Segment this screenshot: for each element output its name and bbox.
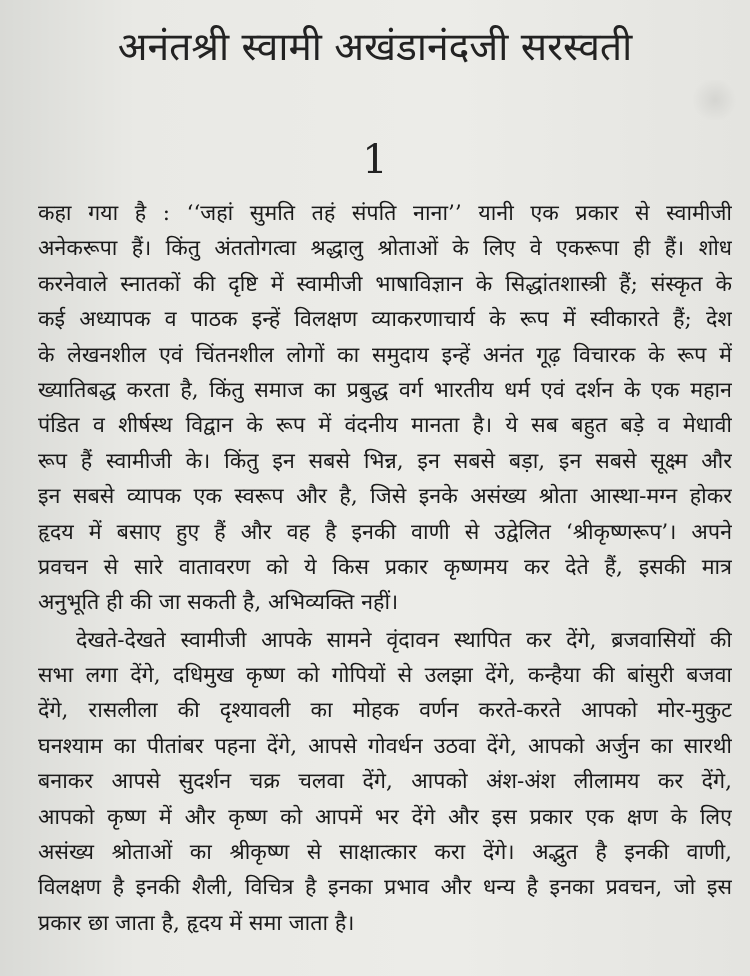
text-line: पंडित व शीर्षस्थ विद्वान के रूप में वंदनीय मानता है। ये सब बहुत बड़े व मेधावी — [38, 413, 732, 439]
text-line: अनुभूति ही की जा सकती है, अभिव्यक्ति नहीं। — [38, 590, 399, 616]
text-line: घनश्याम का पीतांबर पहना देंगे, आपसे गोवर्धन उठवा देंगे, आपको अर्जुन का सारथी — [38, 733, 732, 759]
text-line: प्रवचन से सारे वातावरण को ये किस प्रकार कृष्णमय कर देते हैं, इसकी मात्र — [38, 554, 732, 580]
text-line: बनाकर आपसे सुदर्शन चक्र चलवा देंगे, आपको अंश-अंश लीलामय कर देंगे, — [38, 769, 732, 795]
text-line: के लेखनशील एवं चिंतनशील लोगों का समुदाय इन्हें अनंत गूढ़ विचारक के रूप में — [38, 342, 732, 368]
text-line: ख्यातिबद्ध करता है, किंतु समाज का प्रबुद्ध वर्ग भारतीय धर्म एवं दर्शन के एक महान — [38, 377, 732, 403]
text-line: सभा लगा देंगे, दधिमुख कृष्ण को गोपियों से उलझा देंगे, कन्हैया की बांसुरी बजवा — [38, 663, 732, 689]
text-line: असंख्य श्रोताओं का श्रीकृष्ण से साक्षात्कार करा देंगे। अद्भुत है इनकी वाणी, — [38, 840, 732, 866]
text-line: रूप हैं स्वामीजी के। किंतु इन सबसे भिन्न, इन सबसे बड़ा, इन सबसे सूक्ष्म और — [38, 448, 732, 474]
body-text — [38, 196, 732, 941]
text-line: अनेकरूपा हैं। किंतु अंततोगत्वा श्रद्धालु श्रोताओं के लिए वे एकरूपा ही हैं। शोध — [38, 236, 732, 262]
page-bleed-shadow — [690, 80, 740, 120]
page-title: अनंतश्री स्वामी अखंडानंदजी सरस्वती — [117, 25, 633, 70]
text-line: कहा गया है : ‘‘जहां सुमति तहं संपति नाना’’ यानी एक प्रकार से स्वामीजी — [38, 201, 732, 226]
text-line: देखते-देखते स्वामीजी आपके सामने वृंदावन स्थापित कर देंगे, ब्रजवासियों की — [76, 627, 732, 653]
text-line: इन सबसे व्यापक एक स्वरूप और है, जिसे इनके असंख्य श्रोता आस्था-मग्न होकर — [38, 484, 732, 510]
text-line: करनेवाले स्नातकों की दृष्टि में स्वामीजी भाषाविज्ञान के सिद्धांतशास्त्री हैं; संस्कृत के — [38, 271, 732, 297]
text-line: प्रकार छा जाता है, हृदय में समा जाता है। — [38, 910, 355, 936]
text-line: कई अध्यापक व पाठक इन्हें विलक्षण व्याकरणाचार्य के रूप में स्वीकारते हैं; देश — [38, 307, 732, 333]
text-line: देंगे, रासलीला की दृश्यावली का मोहक वर्णन करते-करते आपको मोर-मुकुट — [38, 698, 732, 724]
text-line: हृदय में बसाए हुए हैं और वह है इनकी वाणी से उद्वेलित ‘श्रीकृष्णरूप’। अपने — [38, 519, 732, 545]
text-line: विलक्षण है इनकी शैली, विचित्र है इनका प्रभाव और धन्य है इनका प्रवचन, जो इस — [38, 875, 732, 901]
paragraph-2 — [38, 623, 732, 942]
text-line: आपको कृष्ण में और कृष्ण को आपमें भर देंगे और इस प्रकार एक क्षण के लिए — [38, 804, 732, 830]
paragraph-1 — [38, 196, 732, 621]
chapter-number: 1 — [362, 137, 388, 183]
